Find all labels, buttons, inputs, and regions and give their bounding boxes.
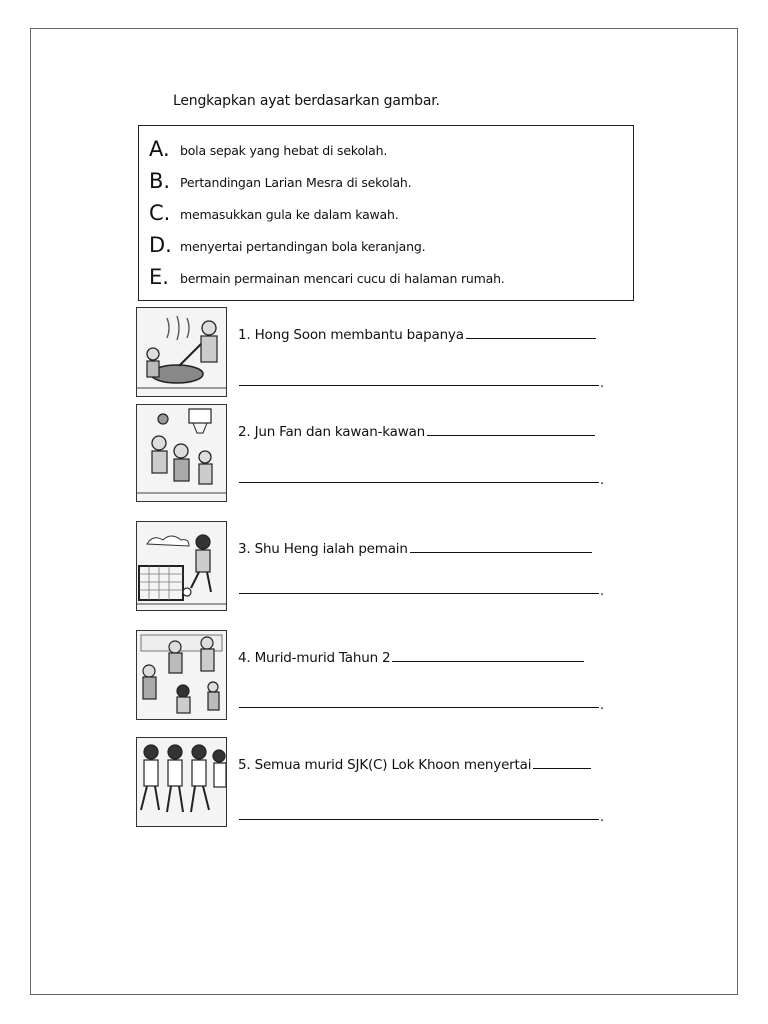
question-text: 4. Murid-murid Tahun 2	[238, 650, 391, 666]
race-illustration	[136, 737, 227, 827]
answer-blank[interactable]	[466, 326, 596, 339]
option-e	[149, 264, 619, 290]
option-text: memasukkan gula ke dalam kawah.	[180, 207, 399, 222]
question-text: 2. Jun Fan dan kawan-kawan	[238, 424, 426, 440]
option-letter: C.	[149, 201, 171, 225]
option-b	[149, 168, 619, 194]
full-stop: .	[600, 473, 605, 488]
cooking-scene-icon	[137, 308, 226, 396]
option-letter: D.	[149, 233, 172, 257]
question-4	[134, 630, 614, 730]
answer-line[interactable]	[239, 819, 599, 820]
answer-blank[interactable]	[410, 540, 592, 553]
option-text: menyertai pertandingan bola keranjang.	[180, 239, 426, 254]
option-text: bola sepak yang hebat di sekolah.	[180, 143, 388, 158]
question-1	[134, 307, 614, 407]
answer-line[interactable]	[239, 482, 599, 483]
question-2	[134, 404, 614, 504]
question-prompt	[238, 540, 592, 558]
game-illustration	[136, 630, 227, 720]
option-text: bermain permainan mencari cucu di halaman rumah.	[180, 271, 505, 286]
question-prompt	[238, 423, 595, 441]
children-game-scene-icon	[137, 631, 226, 719]
answer-blank[interactable]	[392, 649, 584, 662]
option-letter: E.	[149, 265, 169, 289]
answer-blank[interactable]	[533, 756, 591, 769]
question-3	[134, 521, 614, 621]
answer-options-box	[138, 125, 634, 301]
running-race-scene-icon	[137, 738, 226, 826]
option-d	[149, 232, 619, 258]
instruction-text: Lengkapkan ayat berdasarkan gambar.	[173, 93, 440, 109]
answer-line[interactable]	[239, 593, 599, 594]
full-stop: .	[600, 698, 605, 713]
full-stop: .	[600, 584, 605, 599]
option-text: Pertandingan Larian Mesra di sekolah.	[180, 175, 412, 190]
football-illustration	[136, 521, 227, 611]
question-text: 1. Hong Soon membantu bapanya	[238, 327, 464, 343]
question-text: 5. Semua murid SJK(C) Lok Khoon menyertai	[238, 757, 532, 773]
answer-blank[interactable]	[427, 423, 595, 436]
option-letter: B.	[149, 169, 171, 193]
question-5	[134, 737, 614, 837]
question-prompt	[238, 756, 591, 774]
full-stop: .	[600, 810, 605, 825]
question-prompt	[238, 649, 584, 667]
answer-line[interactable]	[239, 385, 599, 386]
answer-line[interactable]	[239, 707, 599, 708]
question-prompt	[238, 326, 596, 344]
question-text: 3. Shu Heng ialah pemain	[238, 541, 408, 557]
option-letter: A.	[149, 137, 170, 161]
basketball-illustration	[136, 404, 227, 502]
option-c	[149, 200, 619, 226]
option-a	[149, 136, 619, 162]
cooking-illustration	[136, 307, 227, 397]
football-scene-icon	[137, 522, 226, 610]
full-stop: .	[600, 376, 605, 391]
basketball-scene-icon	[137, 405, 226, 501]
